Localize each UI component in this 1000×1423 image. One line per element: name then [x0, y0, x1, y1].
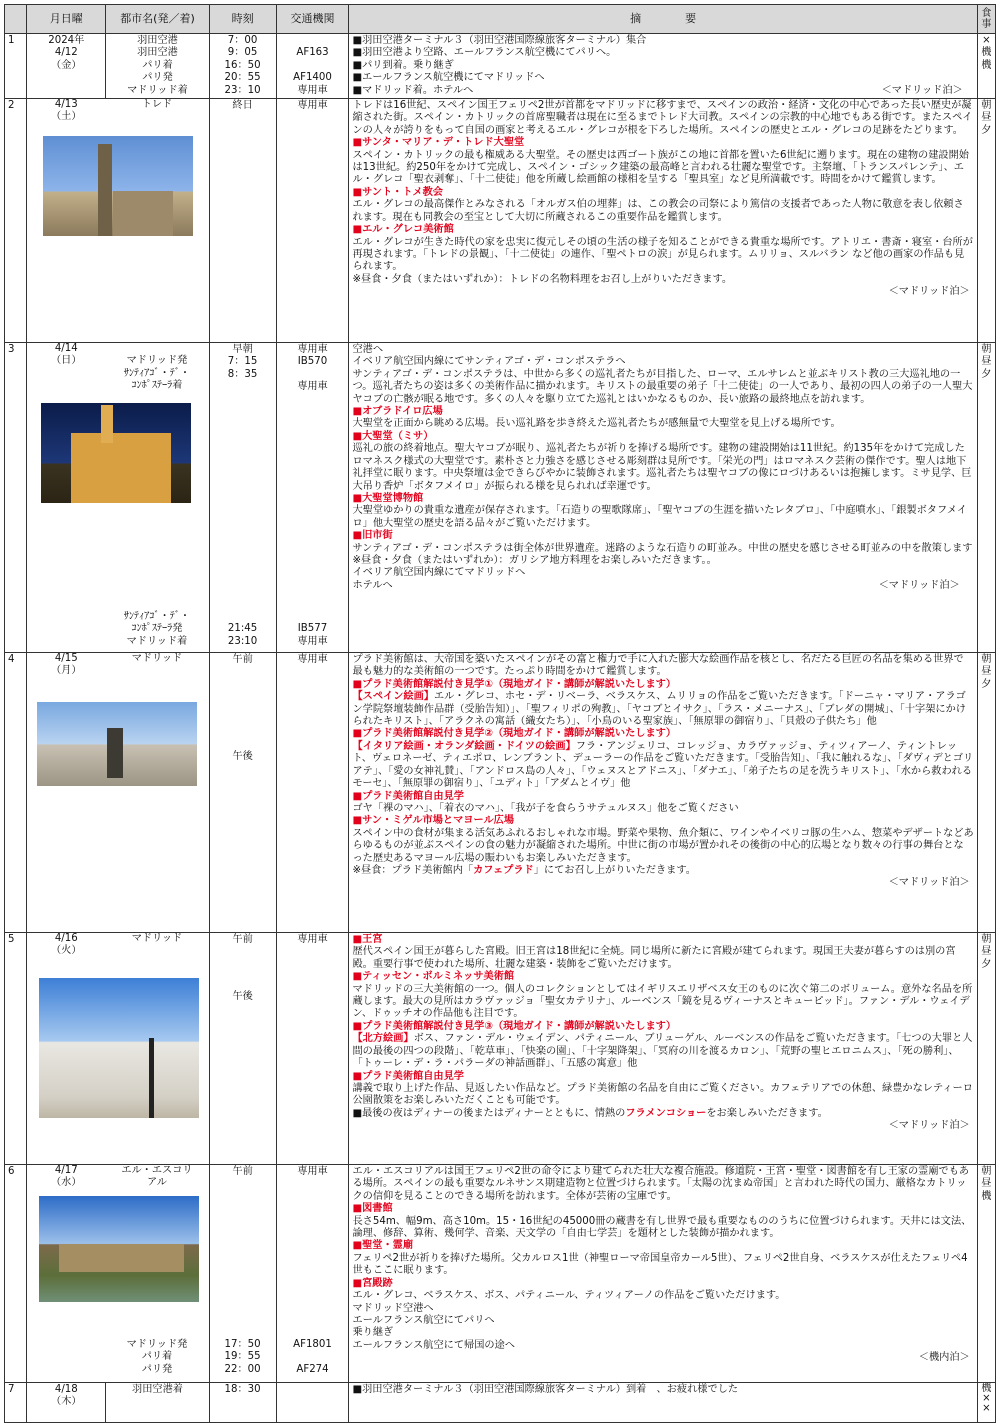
day-date: 4/16	[54, 933, 78, 945]
day-time: 18：30	[209, 1383, 276, 1423]
day-summary: ■王宮 歴代スペイン国王が暮らした宮殿。旧王宮は18世紀に全焼。同じ場所に新たに宮殿が建てられます。現国王夫妻が暮らすのは別の宮殿。重要行事で使われた場所、壮麗な建築・装飾をご覧いただけます。 ■ティッセン・ボルミネッサ美術館 マドリッドの三大美術館の一つ。個人のコレクションとしてはイギリスエリザベス女王のものに次ぐ第二のボリューム。意外な名品を所蔵します。最大の見所はカラヴァッジョ「聖女カテリナ」、ルーベンス「鏡を見るヴィーナスとキューピッド」。ファン・デル・ウェイデン、ドゥッチオの作品他も注目です。 ■プラド美術館解説付き見学③（現地ガイド・講師が解説いたします） 【北方絵画】ボス、ファン・デル・ウェイデン、パティニール、ブリューゲル、ルーベンスの作品をご覧いただきます。「七つの大罪と人間の最後の四つの段階」、「乾草車」、「快楽の園」、「十字架降架」、「冥府の川を渡るカロン」、「荒野の聖ヒエロニムス」、「死の勝利」、「トゥーレ・デ・ラ・パラーダの神話画群」、「五感の寓意」他 ■プラド美術館自由見学 講義で取り上げた作品、見返したい作品など。プラド美術館の名品を自由にご覧ください。カフェテリアでの休憩、緑豊かなレティーロ公園散策をお楽しみいただくことも可能です。 ■最後の夜はディナーの後またはディナーとともに、情熱のフラメンコショーをお楽しみいただきます。 ＜マドリッド泊＞	[349, 933, 977, 1165]
header-meal: 食事	[977, 5, 995, 34]
section-heading: ■サンタ・マリア・デ・トレド大聖堂	[352, 137, 525, 149]
day-transport	[276, 1383, 349, 1423]
el-escorial-photo	[39, 1196, 199, 1302]
day-time: 午前 17：50 19：55 22：00	[209, 1165, 276, 1383]
day-transport: 専用車	[276, 99, 349, 343]
section-heading: ■プラド美術館解説付き見学②（現地ガイド・講師が解説いたします）	[352, 728, 677, 740]
day-date-city: 4/15 （月） マドリッド	[27, 653, 209, 933]
header-row	[5, 5, 996, 34]
section-heading: ■プラド美術館解説付き見学③（現地ガイド・講師が解説いたします）	[352, 1020, 677, 1032]
section-heading: ■オブラドイロ広場	[352, 406, 443, 418]
stay-label: ＜マドリッド泊＞	[878, 579, 960, 591]
day-summary: エル・エスコリアルは国王フェリペ2世の命令により建てられた壮大な複合施設。修道院・王宮・聖堂・図書館を有し王家の霊廟でもある場所。スペインの最も重要なルネサンス期建造物と位置づけられます。「太陽の沈まぬ帝国」と言われた時代の国力、厳格なカトリックの信仰を見ることのできる場所を訪れます。全体が芸術の宝庫です。 ■図書館 長さ54m、幅9m、高さ10m。15・16世紀の45000冊の蔵書を有し世界で最も重要なもののうちに位置づけられます。天井には文法、論理、修辞、算術、幾何学、音楽、天文学の「自由七学芸」を題材とした装飾が描かれます。 ■聖堂・霊廟 フェリペ2世が祈りを捧げた場所。父カルロス1世（神聖ローマ帝国皇帝カール5世）、フェリペ2世自身、ベラスケスが仕えたフェリペ4世もここに眠ります。 ■宮殿跡 エル・グレコ、ベラスケス、ボス、パティニール、ティツィアーノの作品をご覧いただけます。 マドリッド空港へ エールフランス航空にてパリへ 乗り継ぎ エールフランス航空にて帰国の途へ ＜機内泊＞	[349, 1165, 977, 1383]
day-meal: 朝 昼 夕	[977, 933, 995, 1165]
day-number: 3	[5, 343, 27, 653]
section-heading: ■プラド美術館解説付き見学①（現地ガイド・講師が解説いたします）	[352, 678, 677, 690]
day-number: 5	[5, 933, 27, 1165]
toledo-cathedral-photo	[43, 136, 193, 236]
day-date-city: 4/16 （火） マドリッド	[27, 933, 209, 1165]
header-summary: 摘 要	[349, 5, 977, 34]
section-heading: ■ティッセン・ボルミネッサ美術館	[352, 971, 515, 983]
meal-note: ※昼食・夕食（またはいずれか）：ガリシア地方料理をお楽しみいただきます。。	[352, 554, 717, 566]
day-transport: 専用車	[276, 933, 349, 1165]
day-city	[105, 343, 208, 355]
day-row-5	[5, 933, 996, 1165]
day-time: 午前 午後	[209, 653, 276, 933]
day-number: 7	[5, 1383, 27, 1423]
day-time: 終日	[209, 99, 276, 343]
section-heading: ■サント・トメ教会	[352, 186, 443, 198]
header-time: 時刻	[209, 5, 276, 34]
stay-label: ＜マドリッド泊＞	[881, 84, 963, 96]
prado-museum-photo	[37, 702, 197, 786]
day-meal: 朝 昼 夕	[977, 343, 995, 653]
day-summary: トレドは16世紀、スペイン国王フェリペ2世が首都をマドリッドに移すまで、スペインの政治・経済・文化の中心であった長い歴史が凝縮された街。スペイン・カトリックの首席聖職者は現在に至るまでトレド大司教。スペインの宗教的中心地でもある街です。またスペインの人々が誇りをもって自国の画家と考えるエル・グレコが根を下ろした場所。スペインの歴史とエル・グレコの足跡をたどります。 ■サンタ・マリア・デ・トレド大聖堂 スペイン・カトリックの最も権威ある大聖堂。その歴史は西ゴート族がこの地に首都を置いた6世紀に遡ります。現在の建物の建設開始は13世紀。約250年をかけて完成し、スペイン・ゴシック建築の最高峰と言われる壮麗な聖堂です。主祭壇、「トランスパレンテ」、エル・グレコ「聖衣剥奪」、「十二使徒」他を所蔵し絵画館の様相を呈する「聖具室」など見所満載です。時間をかけて鑑賞します。 ■サント・トメ教会 エル・グレコの最高傑作とみなされる「オルガス伯の埋葬」は、この教会の司祭により篤信の支援者であった人物に敬意を表し依頼されます。現在も同教会の至宝として大切に所蔵されるこの重要作品を鑑賞します。 ■エル・グレコ美術館 エル・グレコが生きた時代の家を忠実に復元しその頃の生活の様子を知ることができる貴重な場所です。アトリエ・書斎・寝室・台所が再現されます。「トレドの景観」、「十二使徒」の連作、「聖ペトロの涙」が見られます。ムリリョ、スルバラン など他の画家の作品も見られます。 ※昼食・夕食（またはいずれか）：トレドの名物料理をお召し上がりいただきます。 ＜マドリッド泊＞	[349, 99, 977, 343]
day-row-2	[5, 99, 996, 343]
section-heading: ■聖堂・霊廟	[352, 1240, 414, 1252]
day-transport: AF163 AF1400 専用車	[276, 34, 349, 99]
day-time: 午前 午後	[209, 933, 276, 1165]
day-row-6	[5, 1165, 996, 1383]
day-row-7	[5, 1383, 996, 1423]
day-time: 7：00 9：05 16：50 20：55 23：10	[209, 34, 276, 99]
day-number: 1	[5, 34, 27, 99]
header-no	[5, 5, 27, 34]
section-heading: ■プラド美術館自由見学	[352, 1070, 464, 1082]
section-heading: ■大聖堂博物館	[352, 492, 424, 504]
day-transport: 専用車 IB570 専用車 IB577 専用車	[276, 343, 349, 653]
day-summary: プラド美術館は、大帝国を築いたスペインがその富と権力で手に入れた膨大な絵画作品を核とし、名だたる巨匠の名品を集める世界で最も魅力的な美術館の一つです。たっぷり時間をかけて鑑賞します。 ■プラド美術館解説付き見学①（現地ガイド・講師が解説いたします） 【スペイン絵画】エル・グレコ、ホセ・デ・リベーラ、ベラスケス、ムリリョの作品をご覧いただきます。「ドーニャ・マリア・アラゴン学院祭壇装飾作品群（受胎告知）」、「聖フィリポの殉教」、「ヤコブとイサク」、「ラス・メニーナス」、「ブレダの開城」、「十字架にかけられたキリスト」、「アラクネの寓話（織女たち）」、「小鳥のいる聖家族」、「無原罪の御宿り」、「貝殻の子供たち」他 ■プラド美術館解説付き見学②（現地ガイド・講師が解説いたします） 【イタリア絵画・オランダ絵画・ドイツの絵画】フラ・アンジェリコ、コレッジョ、カラヴァッジョ、ティツィアーノ、ティントレット、ヴェロネーゼ、ティエポロ、レンブラント、デューラーの作品をご覧いただきます。「受胎告知」、「我に触れるな」、「ダヴィデとゴリアテ」、「愛の女神礼賛」、「アンドロス島の人々」、「ウェヌスとアドニス」、「ダナエ」、「弟子たちの足を洗うキリスト」、「水から救われるモーセ」、「無原罪の御宿り」、「ユディト」「アダムとイヴ」他 ■プラド美術館自由見学 ゴヤ「裸のマハ」、「着衣のマハ」、「我が子を食らうサテュルヌス」他をご覧ください ■サン・ミゲル市場とマヨール広場 スペイン中の食材が集まる活気あふれるおしゃれな市場。野菜や果物、魚介類に、ワインやイベリコ豚の生ハム、惣菜やデザートなどあらゆるものが並ぶスペインの食の魅力が凝縮された場所。中世に街の市場が置かれその後街の中心的広場となり数々の行事の舞台となった歴史あるマヨール広場の賑わいもお楽しみいただきます。 ※昼食：プラド美術館内「カフェプラド」にてお召し上がりいただきます。 ＜マドリッド泊＞	[349, 653, 977, 933]
day-date: 4/13	[54, 99, 78, 111]
meal-note: ※昼食・夕食（またはいずれか）：トレドの名物料理をお召し上がりいただきます。	[352, 273, 733, 285]
section-heading: ■図書館	[352, 1203, 393, 1215]
day-meal: 朝 昼 夕	[977, 653, 995, 933]
section-heading: ■大聖堂（ミサ）	[352, 430, 434, 442]
day-transport: 専用車 AF1801 AF274	[276, 1165, 349, 1383]
day-city: マドリッド	[131, 933, 183, 945]
day-time: 早朝 7：15 8：35 21:45 23:10	[209, 343, 276, 653]
section-heading: ■王宮	[352, 934, 383, 946]
day-row-4	[5, 653, 996, 933]
day-city: 羽田空港 羽田空港 パリ着 パリ発 マドリッド着	[106, 34, 209, 99]
day-summary: 空港へ イベリア航空国内線にてサンティアゴ・デ・コンポステラへ サンティアゴ・デ・コンポステラは、中世から多くの巡礼者たちが目指した、ローマ、エルサレムと並ぶキリスト教の三大巡礼地の一つ。巡礼者たちの姿は多くの美術作品に描かれます。キリストの最重要の弟子「十二使徒」の一人であり、最初の四人の弟子の一人聖大ヤコブの亡骸が眠る地です。多くの人々を駆り立てた巡礼とはいかなるものか、長い旅路の最終地点を訪れます。 ■オブラドイロ広場 大聖堂を正面から眺める広場。長い巡礼路を歩き終えた巡礼者たちが感無量で大聖堂を見上げる場所です。 ■大聖堂（ミサ） 巡礼の旅の終着地点。聖大ヤコブが眠り、巡礼者たちが祈りを捧げる場所です。建物の建設開始は11世紀。約135年をかけて完成したロマネスク様式の大聖堂です。素朴さと力強さを感じさせる彫刻群は見所です。「栄光の門」はロマネスク芸術の傑作です。聖人は地下礼拝堂に眠ります。中央祭壇は金できらびやかに装飾されます。巡礼者たちは聖ヤコブの像にロづけあるいは抱擁します。ミサ見学、巨大吊り香炉「ボタフメイロ」が振られる様を見られれば幸運です。 ■大聖堂博物館 大聖堂ゆかりの貴重な遺産が保存されます。「石造りの聖歌隊席」、「聖ヤコブの生涯を描いたレタブロ」、「中庭噴水」、「銀製ボタフメイロ」他大聖堂の歴史を語る品々がご覧いただけます。 ■旧市街 サンティアゴ・デ・コンポステラは街全体が世界遺産。迷路のような石造りの町並み。中世の歴史を感じさせる町並みの中を散策します ※昼食・夕食（またはいずれか）：ガリシア地方料理をお楽しみいただきます。。 イベリア航空国内線にてマドリッドへ ホテルへ ＜マドリッド泊＞	[349, 343, 977, 653]
stay-label: ＜マドリッド泊＞	[888, 1120, 970, 1132]
royal-palace-photo	[39, 978, 199, 1118]
meal-note: ※昼食：プラド美術館内「カフェプラド」にてお召し上がりいただきます。	[352, 864, 696, 876]
day-city: マドリッド	[131, 653, 183, 665]
day-city: 羽田空港着	[106, 1383, 209, 1423]
day-transport: 専用車	[276, 653, 349, 933]
day-date: 4/14	[54, 343, 78, 355]
header-city: 都市名(発／着)	[106, 5, 209, 34]
section-heading: ■旧市街	[352, 530, 393, 542]
section-heading: ■エル・グレコ美術館	[352, 224, 454, 236]
day-date: 4/17	[54, 1165, 78, 1177]
day-date: 2024年 4/12 （金）	[27, 34, 106, 99]
day-city: エル・エスコリ	[121, 1165, 193, 1177]
stay-label: ＜マドリッド泊＞	[888, 286, 970, 298]
day-number: 2	[5, 99, 27, 343]
section-heading: ■プラド美術館自由見学	[352, 790, 464, 802]
day-date: 4/18 （木）	[27, 1383, 106, 1423]
day-number: 4	[5, 653, 27, 933]
section-heading: ■宮殿跡	[352, 1277, 393, 1289]
day-meal: 朝 昼 機	[977, 1165, 995, 1383]
header-transport: 交通機関	[276, 5, 349, 34]
day-meal: 朝 昼 夕	[977, 99, 995, 343]
day-number: 6	[5, 1165, 27, 1383]
stay-label: ＜マドリッド泊＞	[888, 877, 970, 889]
day-date: 4/15	[54, 653, 78, 665]
section-heading: ■サン・ミゲル市場とマヨール広場	[352, 815, 515, 827]
day-city: トレド	[141, 99, 173, 111]
day-date-city: 4/13 （土） トレド	[27, 99, 209, 343]
itinerary-table	[4, 4, 996, 1423]
day-row-3	[5, 343, 996, 653]
day-row-1	[5, 34, 996, 99]
day-date-city: 4/14 （日） マドリッド発 ｻﾝﾃｨｱｺﾞ・ﾃﾞ・ ｺﾝﾎﾟｽﾃｰﾗ着 ｻﾝﾃｨｱｺﾞ・ﾃﾞ・ ｺﾝﾎﾟｽﾃｰﾗ発 マドリッド着	[27, 343, 209, 653]
santiago-cathedral-photo	[41, 403, 191, 503]
header-date: 月日曜	[27, 5, 106, 34]
day-date-city: 4/17 （水） エル・エスコリ アル マドリッド発 パリ着 パリ発	[27, 1165, 209, 1383]
day-summary: ■羽田空港ターミナル３（羽田空港国際線旅客ターミナル）到着 、お疲れ様でした	[349, 1383, 977, 1423]
stay-label: ＜機内泊＞	[918, 1352, 970, 1364]
day-meal: × 機 機	[977, 34, 995, 99]
day-meal: 機 × ×	[977, 1383, 995, 1423]
day-summary: ■羽田空港ターミナル３（羽田空港国際線旅客ターミナル）集合 ■羽田空港より空路、エールフランス航空機にてパリへ。 ■パリ到着。乗り継ぎ ■エールフランス航空機にてマドリッドへ ■マドリッド着。ホテルへ ＜マドリッド泊＞	[349, 34, 977, 99]
